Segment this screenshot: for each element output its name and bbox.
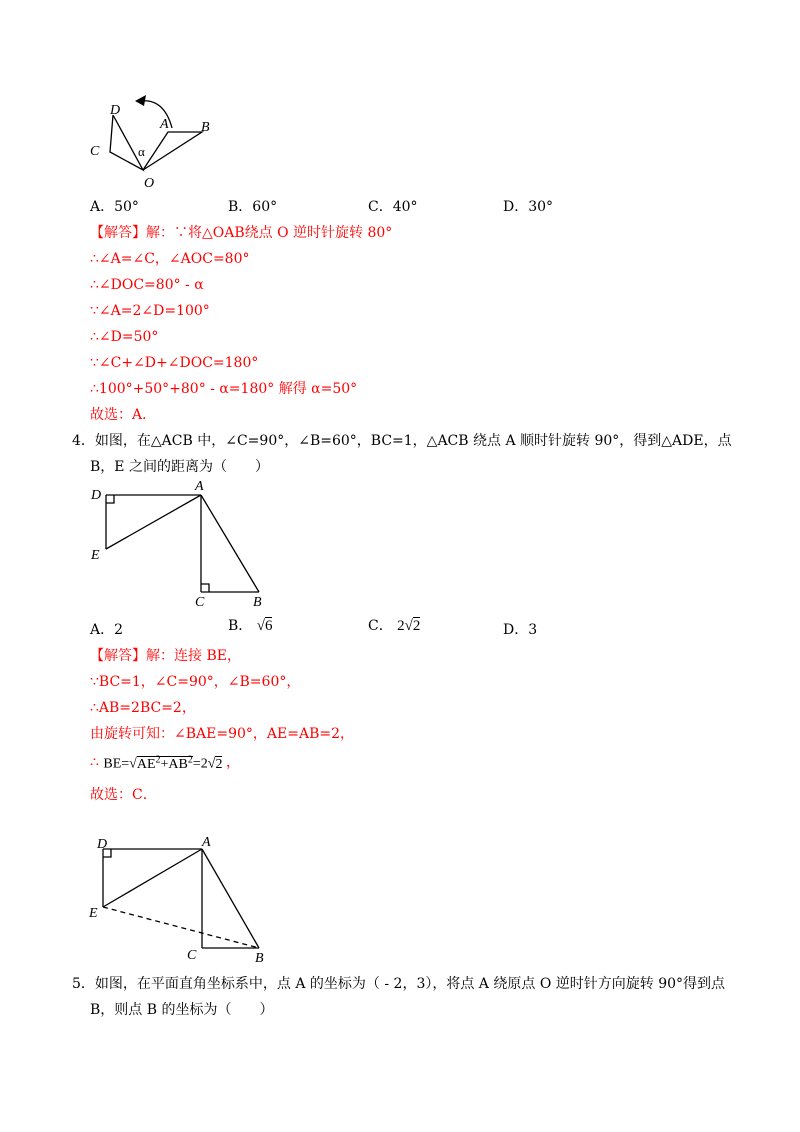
q5-stem-line-1: 5．如图，在平面直角坐标系中，点 A 的坐标为（ - 2，3），将点 A 绕原点 O 逆时针方向旋转 90°得到点 <box>72 976 726 992</box>
q3-label-b: B <box>201 120 210 135</box>
q3-label-c: C <box>90 144 100 159</box>
q4-stem-line-1: 4．如图，在△ACB 中，∠C=90°，∠B=60°，BC=1，△ACB 绕点 A 顺时针旋转 90°，得到△ADE，点 <box>72 433 732 449</box>
q4-formula-radicand-1: AE <box>136 756 156 772</box>
q4f1-label-c: C <box>195 595 205 610</box>
q4f2-label-c: C <box>187 948 197 963</box>
q4f1-label-a: A <box>195 479 204 494</box>
q3-answer-line-3: ∴∠DOC=80° - α <box>90 277 204 293</box>
q4f1-right-angle-c <box>201 584 209 592</box>
q4-formula-expression: $BE=√AE^2+AB^2=2√2$ <box>103 754 223 772</box>
q4-answer-line-4: 由旋转可知：∠BAE=90°，AE=AB=2， <box>90 726 354 742</box>
q4-stem-line-2: B，E 之间的距离为（ ） <box>90 459 269 475</box>
q4-option-b <box>228 617 272 635</box>
q4f2-label-e: E <box>89 906 98 921</box>
q4-formula-exp-2: 2 <box>187 754 193 765</box>
q5-stem-line-2: B，则点 B 的坐标为（ ） <box>90 1002 274 1018</box>
q3-answer-line-7: ∴100°+50°+80° - α=180° 解得 α=50° <box>90 381 358 397</box>
q4f1-right-angle-d <box>106 495 114 503</box>
q4-formula-prefix: ∴ <box>90 754 99 771</box>
q4-answer-end: 故选：C． <box>90 787 157 803</box>
q3-triangle-oab <box>143 132 202 170</box>
q4-answer-formula <box>90 751 240 779</box>
q4-formula-lhs: BE= <box>103 756 130 772</box>
q4-answer-line-1: 【解答】解：连接 BE， <box>90 648 241 664</box>
q3-arrow-head <box>135 95 146 106</box>
q4-option-b-prefix: B． <box>228 618 253 634</box>
q4-option-c <box>368 617 420 635</box>
q4f2-dashed-be <box>103 907 259 948</box>
q4-formula-eq: =2 <box>192 756 208 772</box>
q4-option-b-radical: √6 <box>256 618 273 634</box>
q4-option-c-prefix: C． <box>368 618 393 634</box>
q4-option-b-radicand: 6 <box>264 618 273 634</box>
q4f2-label-b: B <box>255 951 264 965</box>
q4-figure-1 <box>85 478 275 610</box>
q3-answer-line-2: ∴∠A=∠C，∠AOC=80° <box>90 251 250 267</box>
q3-option-c: C．40° <box>368 199 418 215</box>
q3-answer-line-8: 故选：A． <box>90 407 157 423</box>
q3-answer-line-6: ∵∠C+∠D+∠DOC=180° <box>90 355 259 371</box>
q4-formula-radical-body <box>137 756 193 772</box>
q3-label-alpha: α <box>138 144 145 159</box>
q4f1-label-e: E <box>91 548 100 563</box>
q3-label-a: A <box>160 117 169 132</box>
q4-answer-line-3: ∴AB=2BC=2， <box>90 700 196 716</box>
q4f2-side-ea <box>103 849 202 907</box>
q3-label-d: D <box>110 103 121 118</box>
q4-option-c-radicand: 2 <box>412 618 421 634</box>
q4f1-side-ab <box>201 495 259 592</box>
q4-formula-exp-1: 2 <box>155 754 161 765</box>
q4-answer-line-2: ∵BC=1，∠C=90°，∠B=60°， <box>90 674 301 690</box>
q3-triangle-ocd <box>110 115 143 170</box>
q3-answer-line-4: ∵∠A=2∠D=100° <box>90 303 210 319</box>
q4f2-label-a: A <box>202 835 211 850</box>
q4-figure-2 <box>85 830 275 965</box>
q4-option-c-coef: 2 <box>397 618 405 634</box>
q3-answer-line-5: ∴∠D=50° <box>90 329 159 345</box>
q4f2-label-d: D <box>97 837 108 852</box>
q4f1-side-ea <box>106 495 201 549</box>
q4-option-c-radical: 2√2 <box>397 618 421 634</box>
q4-formula-suffix: ， <box>225 754 240 771</box>
q3-answer-line-1: 【解答】解：∵将△OAB绕点 O 逆时针旋转 80° <box>90 225 393 241</box>
q3-label-o: O <box>144 176 155 191</box>
q4f1-label-b: B <box>253 595 262 610</box>
q3-option-b: B．60° <box>228 199 278 215</box>
q4-option-d: D．3 <box>503 622 538 638</box>
q4f2-side-ab <box>202 849 259 948</box>
q3-option-d: D．30° <box>503 199 554 215</box>
q3-option-a: A．50° <box>90 199 139 215</box>
q4-option-a: A．2 <box>90 622 124 638</box>
q4-formula-plus: +AB <box>160 756 188 772</box>
q4f1-label-d: D <box>91 488 102 503</box>
q3-figure <box>80 92 230 192</box>
q4-formula-radicand-2: 2 <box>215 756 223 772</box>
